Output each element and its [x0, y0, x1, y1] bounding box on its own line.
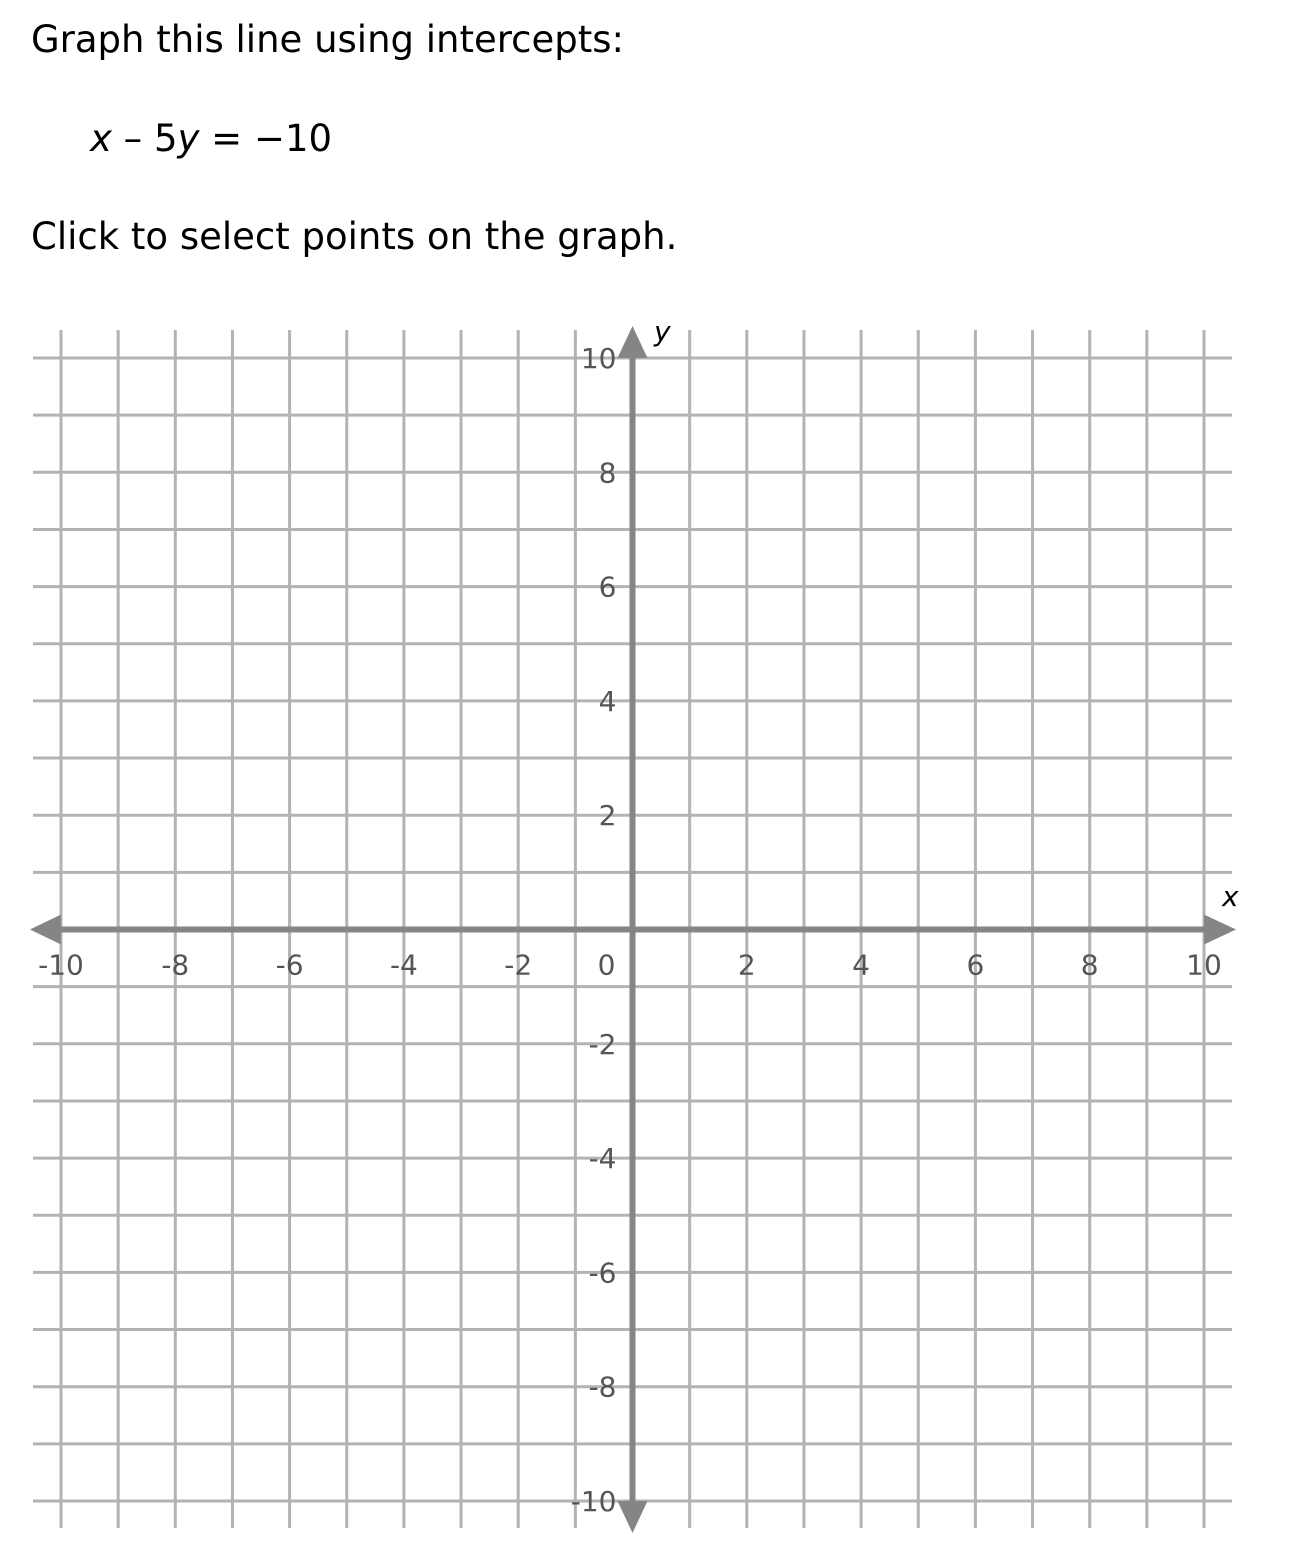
question-prompt: Graph this line using intercepts:: [31, 18, 625, 61]
y-axis-up-arrow-icon: [618, 326, 648, 358]
instruction-text: Click to select points on the graph.: [31, 215, 678, 258]
x-tick-label: 10: [1186, 948, 1222, 982]
equation-rhs: −10: [253, 117, 333, 160]
equation-minus: –: [123, 117, 143, 160]
equation-equals: =: [211, 117, 243, 160]
x-tick-label: -8: [161, 948, 190, 982]
y-axis-label: y: [654, 315, 671, 348]
y-tick-label: -8: [588, 1370, 617, 1404]
y-tick-label: -4: [588, 1142, 617, 1176]
y-tick-label: -6: [588, 1256, 617, 1290]
y-tick-label: -10: [570, 1485, 617, 1518]
y-tick-label: -2: [588, 1027, 617, 1061]
x-tick-label: 4: [852, 948, 871, 982]
y-axis-down-arrow-icon: [618, 1501, 648, 1533]
x-tick-label: -6: [275, 948, 304, 982]
equation-y: y: [177, 117, 200, 160]
x-tick-label: -4: [389, 948, 418, 982]
equation-coefficient: 5: [153, 117, 178, 160]
y-tick-label: 10: [580, 342, 617, 375]
x-axis-left-arrow-icon: [30, 915, 61, 945]
x-tick-label: 0: [597, 948, 616, 982]
y-tick-label: 4: [598, 684, 617, 718]
x-tick-label: 6: [966, 948, 985, 982]
x-axis-label: x: [1222, 880, 1239, 913]
axes: [30, 326, 1236, 1533]
x-axis-right-arrow-icon: [1204, 915, 1236, 945]
x-tick-label: 2: [737, 948, 756, 982]
y-tick-label: 6: [598, 570, 617, 604]
equation-x: x: [90, 117, 112, 160]
y-tick-label: 8: [598, 456, 617, 490]
x-tick-label: -10: [38, 948, 84, 982]
x-tick-label: 8: [1080, 948, 1099, 982]
x-tick-label: -2: [504, 948, 533, 982]
y-tick-label: 2: [598, 799, 617, 833]
